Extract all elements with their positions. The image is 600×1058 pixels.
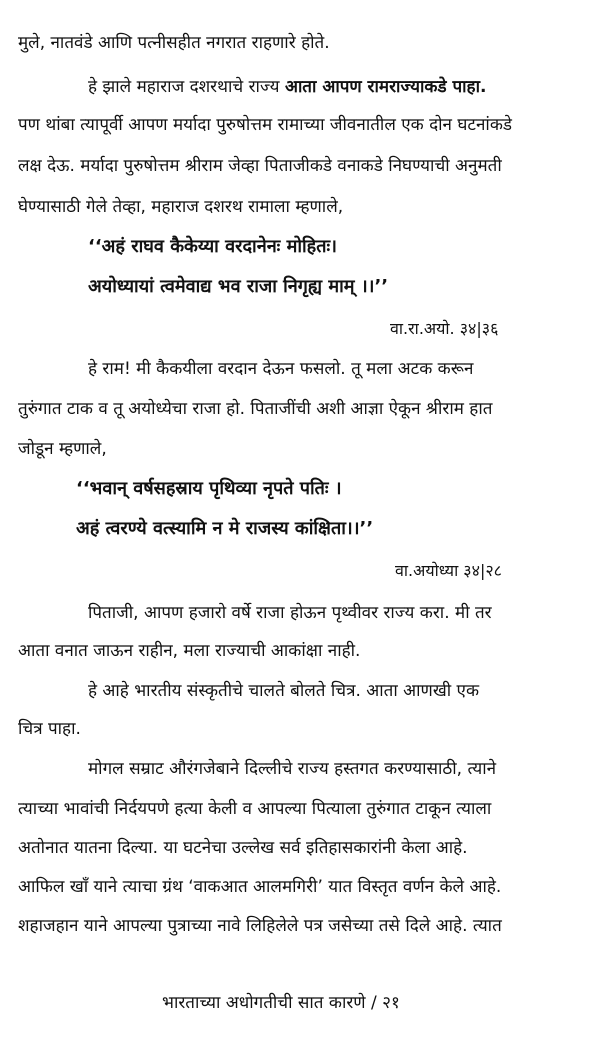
text-line-12: चित्र पाहा. xyxy=(18,719,81,739)
text-line-2-bold: आता आपण रामराज्याकडे पाहा. xyxy=(284,77,487,97)
text-line-11: हे आहे भारतीय संस्कृतीचे चालते बोलते चित्र. आता आणखी एक xyxy=(88,681,479,701)
text-line-17: शहाजहान याने आपल्या पुत्राच्या नावे लिहिलेले पत्र जसेच्या तसे दिले आहे. त्यात xyxy=(18,916,502,936)
verse-2-line-2: अहं त्वरण्ये वत्स्यामि न मे राजस्य कांक्षिता।।’’ xyxy=(76,518,374,539)
verse-2-line-1: ‘‘भवान् वर्षसहस्राय पृथिव्या नृपते पतिः । xyxy=(76,478,342,499)
verse-1-line-1: ‘‘अहं राघव कैकेय्या वरदानेनः मोहितः। xyxy=(88,236,337,257)
text-line-5: घेण्यासाठी गेले तेव्हा, महाराज दशरथ रामाला म्हणाले, xyxy=(18,197,344,217)
text-line-1: मुले, नातवंडे आणि पत्नीसहीत नगरात राहणारे होते. xyxy=(18,33,330,53)
text-line-6: हे राम! मी कैकयीला वरदान देऊन फसलो. तू मला अटक करून xyxy=(88,359,474,379)
verse-1-reference: वा.रा.अयो. ३४|३६ xyxy=(390,319,499,338)
text-line-8: जोडून म्हणाले, xyxy=(18,439,107,459)
text-line-10: आता वनात जाऊन राहीन, मला राज्याची आकांक्षा नाही. xyxy=(18,641,361,661)
text-line-4: लक्ष देऊ. मर्यादा पुरुषोत्तम श्रीराम जेव्हा पिताजीकडे वनाकडे निघण्याची अनुमती xyxy=(18,156,502,176)
text-line-14: त्याच्या भावांची निर्दयपणे हत्या केली व आपल्या पित्याला तुरुंगात टाकून त्याला xyxy=(18,799,492,819)
text-line-2 xyxy=(88,76,486,98)
text-line-7: तुरुंगात टाक व तू अयोध्येचा राजा हो. पिताजींची अशी आज्ञा ऐकून श्रीराम हात xyxy=(18,399,493,419)
text-line-13: मोगल सम्राट औरंगजेबाने दिल्लीचे राज्य हस्तगत करण्यासाठी, त्याने xyxy=(88,759,497,779)
text-line-16: आफिल खाँ याने त्याचा ग्रंथ ‘वाकआत आलमगिरी’ यात विस्तृत वर्णन केले आहे. xyxy=(18,877,502,897)
text-line-9: पिताजी, आपण हजारो वर्षे राजा होऊन पृथ्वीवर राज्य करा. मी तर xyxy=(88,603,492,623)
text-line-2-start: हे झाले महाराज दशरथाचे राज्य xyxy=(88,77,285,97)
verse-1-line-2: अयोध्यायां त्वमेवाद्य भव राजा निगृह्य माम् ।।’’ xyxy=(88,276,389,297)
page-footer: भारताच्या अधोगतीची सात कारणे / २१ xyxy=(162,993,400,1013)
text-line-15: अतोनात यातना दिल्या. या घटनेचा उल्लेख सर्व इतिहासकारांनी केला आहे. xyxy=(18,838,468,858)
verse-2-reference: वा.अयोध्या ३४|२८ xyxy=(395,561,502,580)
text-line-3: पण थांबा त्यापूर्वी आपण मर्यादा पुरुषोत्तम रामाच्या जीवनातील एक दोन घटनांकडे xyxy=(18,115,512,135)
